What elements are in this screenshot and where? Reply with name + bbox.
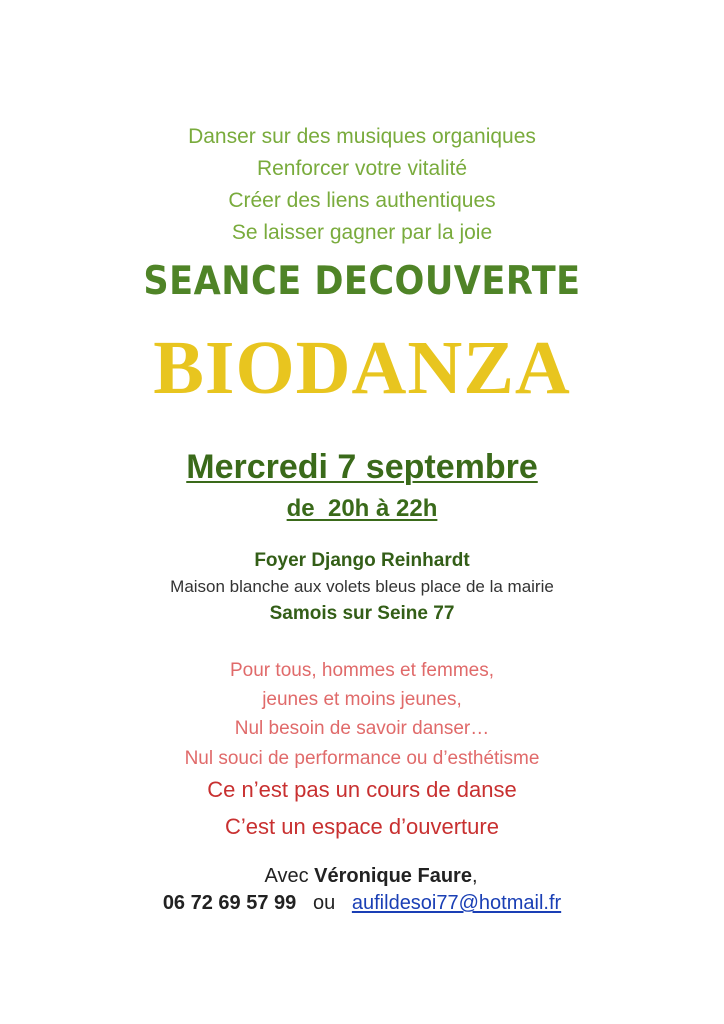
tagline-line-1: Ce n’est pas un cours de danse xyxy=(207,777,517,802)
contact-name: Véronique Faure xyxy=(314,865,472,887)
intro-line-3: Créer des liens authentiques xyxy=(228,189,496,212)
audience-line-3: Nul besoin de savoir danser… xyxy=(234,718,490,739)
tagline-line-2: C’est un espace d’ouverture xyxy=(225,814,499,839)
contact-name-line xyxy=(0,866,724,886)
venue-name: Foyer Django Reinhardt xyxy=(254,550,470,571)
contact-details-line xyxy=(0,893,724,913)
biodanza-title: BIODANZA xyxy=(153,326,571,410)
contact-email-link[interactable]: aufildesoi77@hotmail.fr xyxy=(351,892,562,914)
intro-line-4: Se laisser gagner par la joie xyxy=(231,221,493,244)
audience-line-2: jeunes et moins jeunes, xyxy=(262,689,462,710)
audience-line-1: Pour tous, hommes et femmes, xyxy=(230,660,494,681)
intro-line-2: Renforcer votre vitalité xyxy=(256,157,468,180)
audience-line-4: Nul souci de performance ou d’esthétisme xyxy=(184,748,540,769)
contact-separator: ou xyxy=(296,892,352,914)
event-time: de 20h à 22h xyxy=(286,495,438,522)
contact-suffix: , xyxy=(471,865,478,887)
contact-prefix: Avec xyxy=(264,865,315,887)
contact-phone: 06 72 69 57 99 xyxy=(162,892,297,914)
intro-line-1: Danser sur des musiques organiques xyxy=(188,125,536,148)
event-date: Mercredi 7 septembre xyxy=(186,448,538,486)
venue-town: Samois sur Seine 77 xyxy=(269,603,455,624)
seance-decouverte-heading: SEANCE DECOUVERTE xyxy=(143,259,581,304)
venue-address: Maison blanche aux volets bleus place de la mairie xyxy=(170,577,554,596)
